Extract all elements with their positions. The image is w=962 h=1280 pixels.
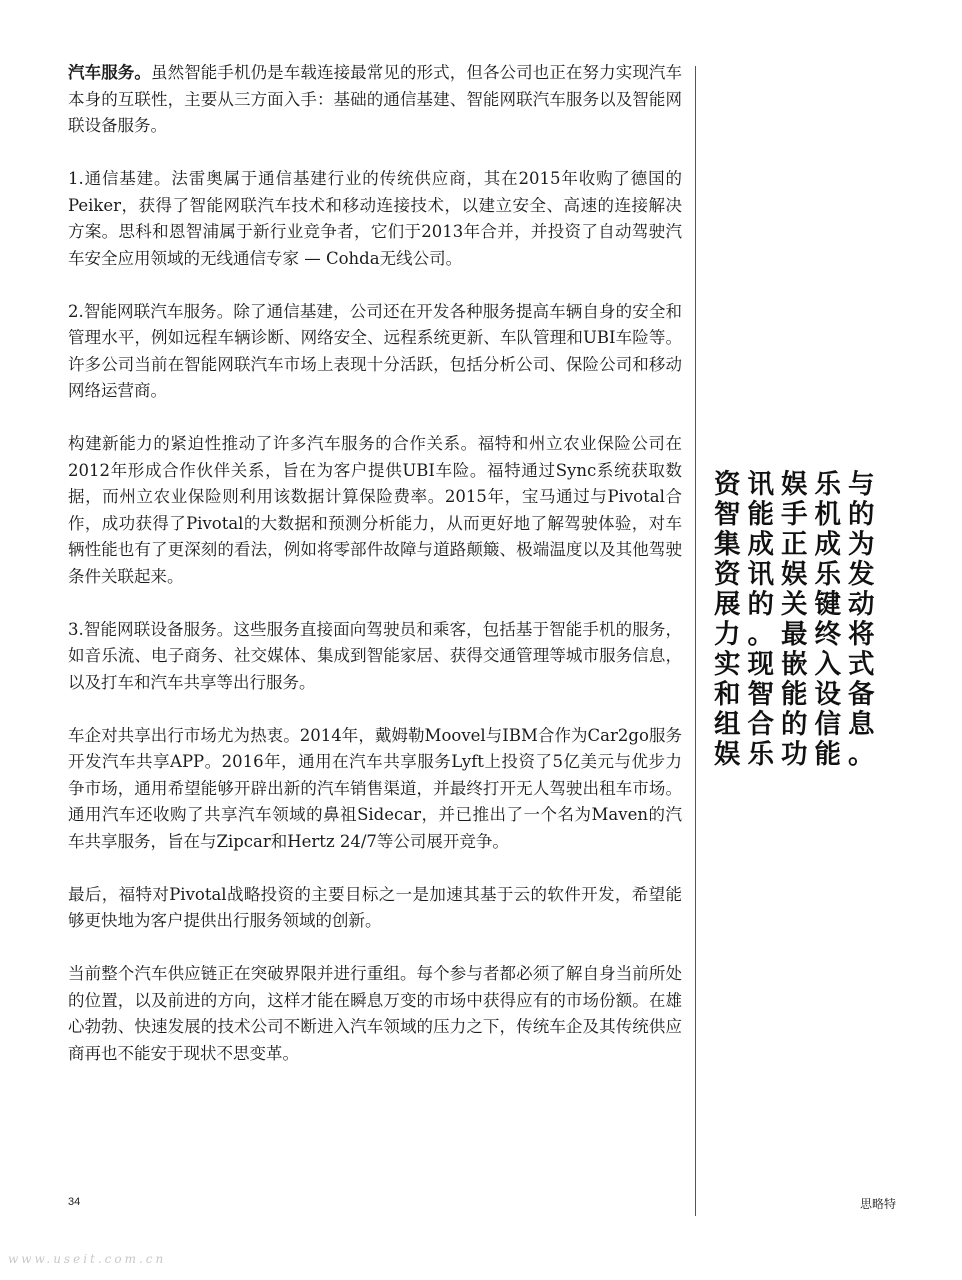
watermark: www.useit.com.cn	[8, 1252, 167, 1266]
paragraph-communication-infrastructure: 1.通信基建。法雷奥属于通信基建行业的传统供应商，其在2015年收购了德国的Peiker，获得了智能网联汽车技术和移动连接技术，以建立安全、高速的连接解决方案。思科和恩智浦属于新行业竞争者，它们于2013年合并，并投资了自动驾驶汽车安全应用领域的无线通信专家 — Cohda无线公司。	[68, 169, 682, 268]
column-divider	[695, 66, 696, 1216]
article-body	[68, 60, 682, 1094]
publisher-brand: 思略特	[859, 1197, 896, 1211]
pull-quote: 资讯娱乐与智能手机的集成正成为资讯娱乐发展的关键动力。最终将实现嵌入式和智能设备组合的信息娱乐功能。	[714, 469, 882, 770]
paragraph-ford-pivotal: 最后，福特对Pivotal战略投资的主要目标之一是加速其基于云的软件开发，希望能够更快地为客户提供出行服务领域的创新。	[68, 884, 682, 930]
paragraph-connected-car-services: 2.智能网联汽车服务。除了通信基建，公司还在开发各种服务提高车辆自身的安全和管理水平，例如远程车辆诊断、网络安全、远程系统更新、车队管理和UBI车险等。许多公司当前在智能网联汽车市场上表现十分活跃，包括分析公司、保险公司和移动网络运营商。	[68, 301, 682, 400]
paragraph-intro-text: 虽然智能手机仍是车载连接最常见的形式，但各公司也正在努力实现汽车本身的互联性，主要从三方面入手：基础的通信基建、智能网联汽车服务以及智能网联设备服务。	[68, 63, 683, 135]
paragraph-conclusion: 当前整个汽车供应链正在突破界限并进行重组。每个参与者都必须了解自身当前所处的位置，以及前进的方向，这样才能在瞬息万变的市场中获得应有的市场份额。在雄心勃勃、快速发展的技术公司不断进入汽车领域的压力之下，传统车企及其传统供应商再也不能安于现状不思变革。	[68, 964, 682, 1063]
paragraph-lead: 汽车服务。	[68, 63, 151, 82]
paragraph-intro	[68, 60, 682, 140]
paragraph-partnerships: 构建新能力的紧迫性推动了许多汽车服务的合作关系。福特和州立农业保险公司在2012年形成合作伙伴关系，旨在为客户提供UBI车险。福特通过Sync系统获取数据，而州立农业保险则利用该数据计算保险费率。2015年，宝马通过与Pivotal合作，成功获得了Pivotal的大数据和预测分析能力，从而更好地了解驾驶体验，对车辆性能也有了更深刻的看法，例如将零部件故障与道路颠簸、极端温度以及其他驾驶条件关联起来。	[68, 434, 682, 586]
paragraph-connected-device-services: 3.智能网联设备服务。这些服务直接面向驾驶员和乘客，包括基于智能手机的服务，如音乐流、电子商务、社交媒体、集成到智能家居、获得交通管理等城市服务信息，以及打车和汽车共享等出行服务。	[68, 619, 682, 692]
page-number: 34	[68, 1196, 81, 1208]
paragraph-car-sharing: 车企对共享出行市场尤为热衷。2014年，戴姆勒Moovel与IBM合作为Car2go服务开发汽车共享APP。2016年，通用在汽车共享服务Lyft上投资了5亿美元与优步力争市场，通用希望能够开辟出新的汽车销售渠道，并最终打开无人驾驶出租车市场。通用汽车还收购了共享汽车领域的鼻祖Sidecar，并已推出了一个名为Maven的汽车共享服务，旨在与Zipcar和Hertz 24/7等公司展开竞争。	[68, 725, 682, 851]
